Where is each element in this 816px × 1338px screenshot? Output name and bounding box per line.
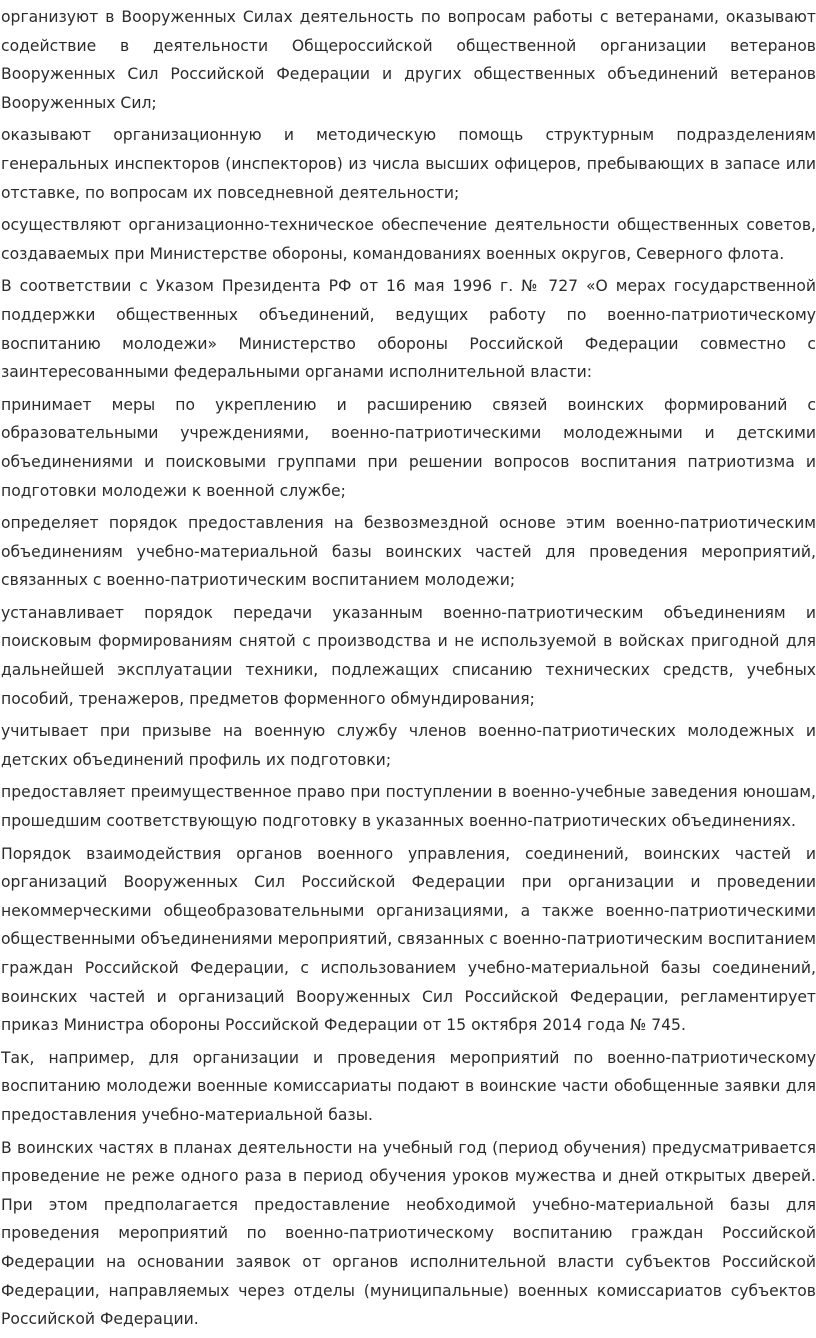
paragraph-presidential-decree: В соответствии с Указом Президента РФ от 16 мая 1996 г. № 727 «О мерах государственной поддержки общественных объединений, ведущих работу по военно-патриотическому воспитанию молодежи» Министерство обороны Российской Федерации совместно с заинтересованными федеральными органами исполнительной власти:	[1, 277, 816, 382]
paragraph-free-provision: определяет порядок предоставления на безвозмездной основе этим военно-патриотическим объединениям учебно-материальной базы воинских частей для проведения мероприятий, связанных с военно-патриотическим воспитанием молодежи;	[1, 514, 816, 590]
paragraph-veterans-work: организуют в Вооруженных Силах деятельность по вопросам работы с ветеранами, оказывают содействие в деятельности Общероссийской общественной организации ветеранов Вооруженных Сил Российской Федерации и других общественных объединений ветеранов Вооруженных Сил;	[1, 8, 816, 112]
paragraph-inspectors-assistance: оказывают организационную и методическую помощь структурным подразделениям генеральных инспекторов (инспекторов) из числа высших офицеров, пребывающих в запасе или отставке, по вопросам их повседневной деятельности;	[1, 126, 816, 202]
paragraph-interaction-order: Порядок взаимодействия органов военного управления, соединений, воинских частей и организаций Вооруженных Сил Российской Федерации при организации и проведении некоммерческими общеобразовательными организациями, а также военно-патриотическими общественными объединениями мероприятий, связанных с военно-патриотическим воспитанием граждан Российской Федерации, с использованием учебно-материальной базы соединений, воинских частей и организаций Вооруженных Сил Российской Федерации, регламентирует приказ Министра обороны Российской Федерации от 15 октября 2014 года № 745.	[1, 844, 816, 1035]
paragraph-admission-priority: предоставляет преимущественное право при поступлении в военно-учебные заведения юношам, прошедшим соответствующую подготовку в указанных военно-патриотических объединениях.	[1, 783, 816, 831]
paragraph-commissariat-requests: Так, например, для организации и проведения мероприятий по военно-патриотическому воспитанию молодежи военные комиссариаты подают в воинские части обобщенные заявки для предоставления учебно-материальной базы.	[1, 1048, 816, 1124]
paragraph-courage-lessons: В воинских частях в планах деятельности на учебный год (период обучения) предусматривается проведение не реже одного раза в период обучения уроков мужества и дней открытых дверей. При этом предполагается предоставление необходимой учебно-материальной базы для проведения мероприятий по военно-патриотическому воспитанию граждан Российской Федерации на основании заявок от органов исполнительной власти субъектов Российской Федерации, направляемых через отделы (муниципальные) военных комиссариатов субъектов Российской Федерации.	[1, 1138, 816, 1329]
paragraph-strengthening-ties: принимает меры по укреплению и расширению связей воинских формирований с образовательными учреждениями, военно-патриотическими молодежными и детскими объединениями и поисковыми группами при решении вопросов воспитания патриотизма и подготовки молодежи к военной службе;	[1, 395, 816, 500]
document-body	[0, 3, 816, 1338]
paragraph-equipment-transfer: устанавливает порядок передачи указанным военно-патриотическим объединениям и поисковым формированиям снятой с производства и не используемой в войсках пригодной для дальнейшей эксплуатации техники, подлежащих списанию технических средств, учебных пособий, тренажеров, предметов форменного обмундирования;	[1, 603, 816, 708]
paragraph-public-councils: осуществляют организационно-техническое обеспечение деятельности общественных советов, создаваемых при Министерстве обороны, командованиях военных округов, Северного флота.	[1, 216, 816, 263]
paragraph-conscription-profile: учитывает при призыве на военную службу членов военно-патриотических молодежных и детских объединений профиль их подготовки;	[1, 722, 816, 769]
